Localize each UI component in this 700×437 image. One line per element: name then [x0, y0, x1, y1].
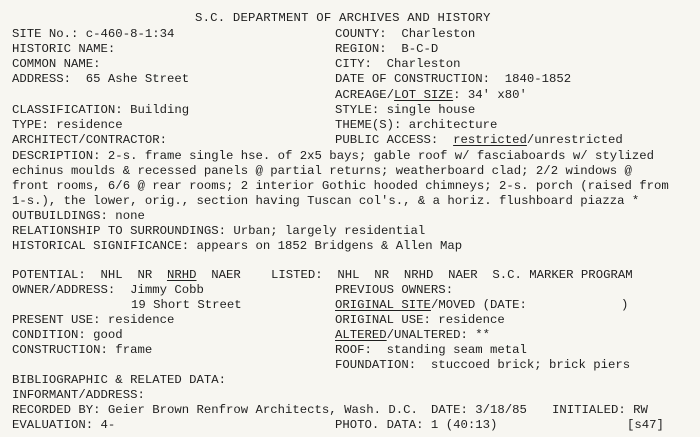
- original-site-label: ORIGINAL SITE: [335, 298, 431, 312]
- construction: CONSTRUCTION: frame: [12, 343, 153, 357]
- potential-naer: NAER: [196, 268, 241, 282]
- previous-owners: PREVIOUS OWNERS:: [335, 283, 454, 297]
- description-line: echinus moulds & recessed panels @ partial returns; weatherboard clad; 2/2 windows @: [12, 164, 632, 178]
- evaluation: EVALUATION: 4-: [12, 418, 116, 432]
- listed: LISTED: NHL NR NRHD NAER S.C. MARKER PROGRAM: [271, 268, 633, 282]
- lot-size-label: LOT SIZE: [394, 88, 454, 102]
- type: TYPE: residence: [12, 118, 123, 132]
- relationship-to-surroundings: RELATIONSHIP TO SURROUNDINGS: Urban; largely residential: [12, 224, 426, 238]
- common-name: COMMON NAME:: [12, 57, 101, 71]
- historic-name: HISTORIC NAME:: [12, 42, 116, 56]
- bibliographic-data: BIBLIOGRAPHIC & RELATED DATA:: [12, 373, 227, 387]
- architect-contractor: ARCHITECT/CONTRACTOR:: [12, 133, 167, 147]
- unaltered-label: /UNALTERED: **: [386, 328, 490, 342]
- owner-address-line2: 19 Short Street: [131, 298, 242, 312]
- original-site-moved: [335, 298, 527, 312]
- photo-data: PHOTO. DATA: 1 (40:13): [335, 418, 498, 432]
- region: REGION: B-C-D: [335, 42, 439, 56]
- classification: CLASSIFICATION: Building: [12, 103, 190, 117]
- city: CITY: Charleston: [335, 57, 461, 71]
- foundation: FOUNDATION: stuccoed brick; brick piers: [335, 358, 631, 372]
- style: STYLE: single house: [335, 103, 476, 117]
- potential: [12, 268, 241, 282]
- potential-label: POTENTIAL: NHL NR: [12, 268, 167, 282]
- description-line: front rooms, 6/6 @ rear rooms; 2 interior Gothic hooded chimneys; 2-s. porch (raised from: [12, 179, 669, 193]
- initialed: INITIALED: RW: [552, 403, 648, 417]
- altered-unaltered: [335, 328, 490, 342]
- altered-label: ALTERED: [335, 328, 387, 342]
- description-line: DESCRIPTION: 2-s. frame single hse. of 2x5 bays; gable roof w/ fasciaboards w/ stylized: [12, 149, 655, 163]
- county: COUNTY: Charleston: [335, 27, 476, 41]
- date-of-construction: DATE OF CONSTRUCTION: 1840-1852: [335, 72, 572, 86]
- present-use: PRESENT USE: residence: [12, 313, 175, 327]
- outbuildings: OUTBUILDINGS: none: [12, 209, 145, 223]
- card-title: S.C. DEPARTMENT OF ARCHIVES AND HISTORY: [195, 11, 491, 25]
- lot-size-value: : 34' x80': [453, 88, 527, 102]
- address: ADDRESS: 65 Ashe Street: [12, 72, 190, 86]
- public-access-restricted: restricted: [453, 133, 527, 147]
- acreage-label: ACREAGE/: [335, 88, 395, 102]
- recorded-date: DATE: 3/18/85: [431, 403, 527, 417]
- public-access-unrestricted: /unrestricted: [526, 133, 623, 147]
- themes: THEME(S): architecture: [335, 118, 498, 132]
- potential-nrhd: NRHD: [166, 268, 197, 282]
- site-number: SITE No.: c-460-8-1:34: [12, 27, 175, 41]
- description-line: 1-s.), the lower, orig., section having Tuscan col's., & a horiz. flushboard piazza *: [12, 194, 640, 208]
- record-code: [s47]: [627, 418, 664, 432]
- public-access: [335, 133, 623, 147]
- roof: ROOF: standing seam metal: [335, 343, 527, 357]
- acreage-lot-size: [335, 88, 527, 102]
- informant-address: INFORMANT/ADDRESS:: [12, 388, 145, 402]
- moved-date-label: /MOVED (DATE:: [430, 298, 527, 312]
- owner-address: OWNER/ADDRESS: Jimmy Cobb: [12, 283, 204, 297]
- public-access-label: PUBLIC ACCESS:: [335, 133, 454, 147]
- historical-significance: HISTORICAL SIGNIFICANCE: appears on 1852 Bridgens & Allen Map: [12, 239, 463, 253]
- original-use: ORIGINAL USE: residence: [335, 313, 505, 327]
- condition: CONDITION: good: [12, 328, 123, 342]
- moved-date-close: ): [621, 298, 629, 312]
- recorded-by: RECORDED BY: Geier Brown Renfrow Architects, Wash. D.C.: [12, 403, 418, 417]
